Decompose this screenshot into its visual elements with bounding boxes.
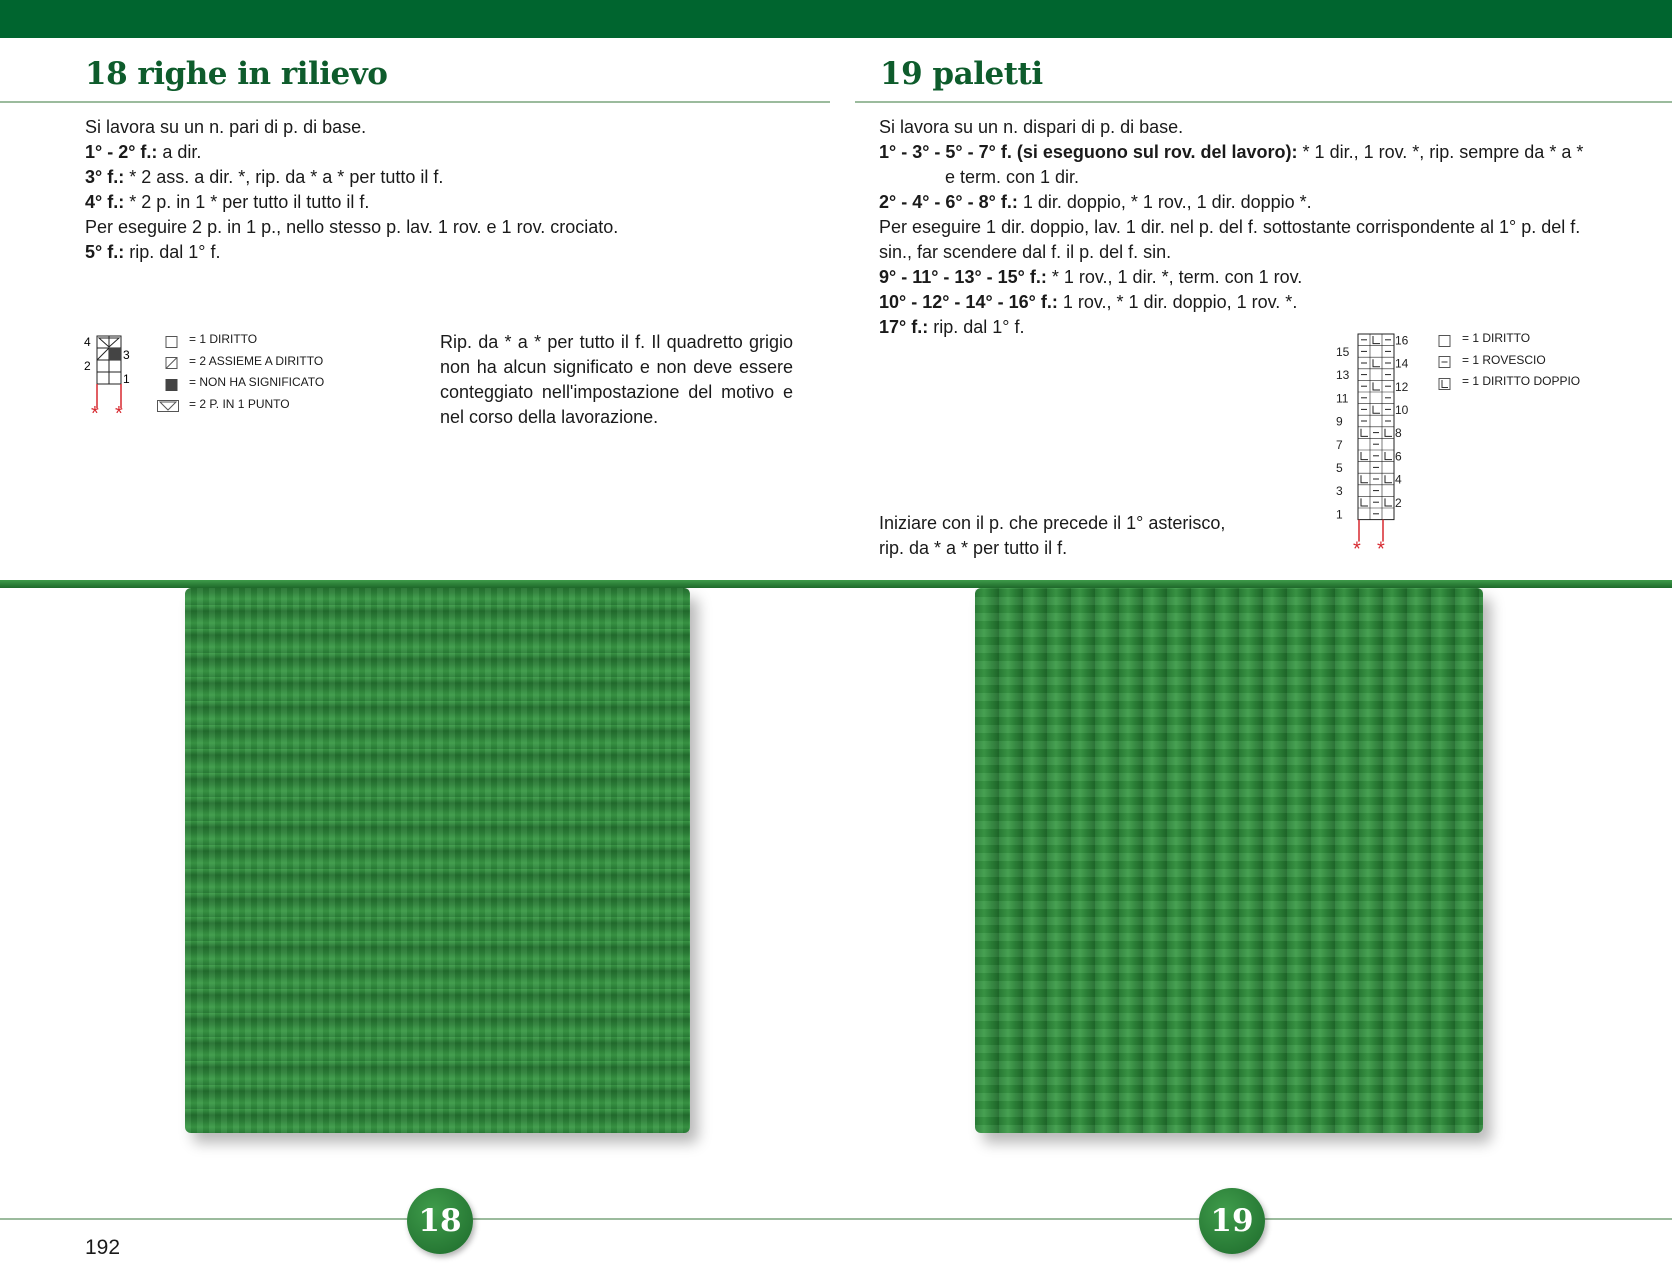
- legend-item: = 1 DIRITTO: [1438, 328, 1580, 350]
- badge-19: 19: [1199, 1188, 1265, 1254]
- right-row-1: 1° - 3° - 5° - 7° f. (si eseguono sul rov. del lavoro): * 1 dir., 1 rov. *, rip. sempre da * a *: [879, 142, 1584, 162]
- chart-row-number: 8: [1395, 426, 1402, 441]
- top-banner: [0, 0, 1672, 38]
- chart-row-number: 1: [1336, 507, 1343, 522]
- left-instructions: [85, 115, 815, 265]
- right-row-4: 9° - 11° - 13° - 15° f.: * 1 rov., 1 dir. *, term. con 1 rov.: [879, 267, 1303, 287]
- chart-row-number: 9: [1336, 414, 1343, 429]
- right-instructions: [879, 115, 1599, 340]
- badge-18: 18: [407, 1188, 473, 1254]
- chart-row-number: 16: [1395, 333, 1409, 348]
- right-row-3: Per eseguire 1 dir. doppio, lav. 1 dir. nel p. del f. sottostante corrispondente al 1° p. del f. sin., far scendere dal f. il p. del f. sin.: [879, 217, 1581, 262]
- left-row-2: 3° f.: * 2 ass. a dir. *, rip. da * a * per tutto il f.: [85, 167, 444, 187]
- chart-row-number: 3: [123, 348, 130, 362]
- chart-repeat-marker: *: [1377, 538, 1385, 561]
- right-intro: Si lavora su un n. dispari di p. di base.: [879, 117, 1184, 137]
- right-legend: [1438, 328, 1580, 393]
- swatch-photo-18: [185, 588, 690, 1133]
- chart-repeat-marker: *: [91, 403, 99, 425]
- right-title: 19 paletti: [880, 56, 1043, 92]
- chart-row-number: 13: [1336, 368, 1350, 383]
- left-legend: [165, 329, 324, 415]
- left-row-1: 1° - 2° f.: a dir.: [85, 142, 202, 162]
- legend-item: = 2 ASSIEME A DIRITTO: [165, 351, 324, 373]
- dash-square-icon: [1438, 354, 1452, 366]
- chart-row-number: 12: [1395, 379, 1409, 394]
- chart-row-number: 11: [1336, 391, 1349, 406]
- right-row-1b: e term. con 1 dir.: [945, 167, 1080, 187]
- page-number: 192: [85, 1236, 121, 1259]
- left-title-rule: [0, 101, 830, 103]
- triangle-square-icon: [157, 398, 179, 410]
- chart-row-number: 7: [1336, 437, 1343, 452]
- legend-item: = NON HA SIGNIFICATO: [165, 372, 324, 394]
- left-row-4: Per eseguire 2 p. in 1 p., nello stesso p. lav. 1 rov. e 1 rov. crociato.: [85, 217, 619, 237]
- yarn-line: [0, 580, 1672, 588]
- chart-row-number: 2: [84, 359, 91, 373]
- legend-item: = 2 P. IN 1 PUNTO: [165, 394, 324, 416]
- diagonal-square-icon: [165, 355, 179, 367]
- legend-item: = 1 DIRITTO: [165, 329, 324, 351]
- chart-row-number: 6: [1395, 449, 1402, 464]
- left-row-5: 5° f.: rip. dal 1° f.: [85, 242, 221, 262]
- right-row-2: 2° - 4° - 6° - 8° f.: 1 dir. doppio, * 1 rov., 1 dir. doppio *.: [879, 192, 1312, 212]
- right-note: Iniziare con il p. che precede il 1° asterisco, rip. da * a * per tutto il f.: [879, 513, 1226, 558]
- chart-row-number: 15: [1336, 344, 1350, 359]
- chart-row-number: 1: [123, 372, 130, 386]
- empty-square-icon: [165, 334, 179, 346]
- left-intro: Si lavora su un n. pari di p. di base.: [85, 117, 367, 137]
- l-square-icon: [1438, 376, 1452, 388]
- chart-row-number: 4: [84, 335, 91, 349]
- empty-square-icon: [1438, 333, 1452, 345]
- chart-row-number: 14: [1395, 356, 1409, 371]
- bottom-rule: [0, 1218, 1672, 1220]
- left-row-3: 4° f.: * 2 p. in 1 * per tutto il tutto il f.: [85, 192, 370, 212]
- chart-row-number: 5: [1336, 460, 1343, 475]
- right-stitch-chart: [1336, 330, 1409, 561]
- chart-row-number: 3: [1336, 484, 1343, 499]
- chart-repeat-marker: *: [1353, 538, 1361, 561]
- legend-item: = 1 ROVESCIO: [1438, 350, 1580, 372]
- right-title-rule: [855, 101, 1672, 103]
- swatch-photo-19: [975, 588, 1483, 1133]
- chart-row-number: 2: [1395, 495, 1402, 510]
- left-title: 18 righe in rilievo: [85, 56, 388, 92]
- right-row-5: 10° - 12° - 14° - 16° f.: 1 rov., * 1 dir. doppio, 1 rov. *.: [879, 292, 1298, 312]
- filled-square-icon: [165, 377, 179, 389]
- left-stitch-chart: [82, 332, 142, 425]
- legend-item: = 1 DIRITTO DOPPIO: [1438, 371, 1580, 393]
- chart-row-number: 4: [1395, 472, 1402, 487]
- left-note: Rip. da * a * per tutto il f. Il quadretto grigio non ha alcun significato e non deve essere conteggiato nell'impostazione del motivo e nel corso della lavorazione.: [440, 332, 793, 427]
- chart-row-number: 10: [1395, 402, 1409, 417]
- right-row-6: 17° f.: rip. dal 1° f.: [879, 317, 1025, 337]
- chart-repeat-marker: *: [115, 403, 123, 425]
